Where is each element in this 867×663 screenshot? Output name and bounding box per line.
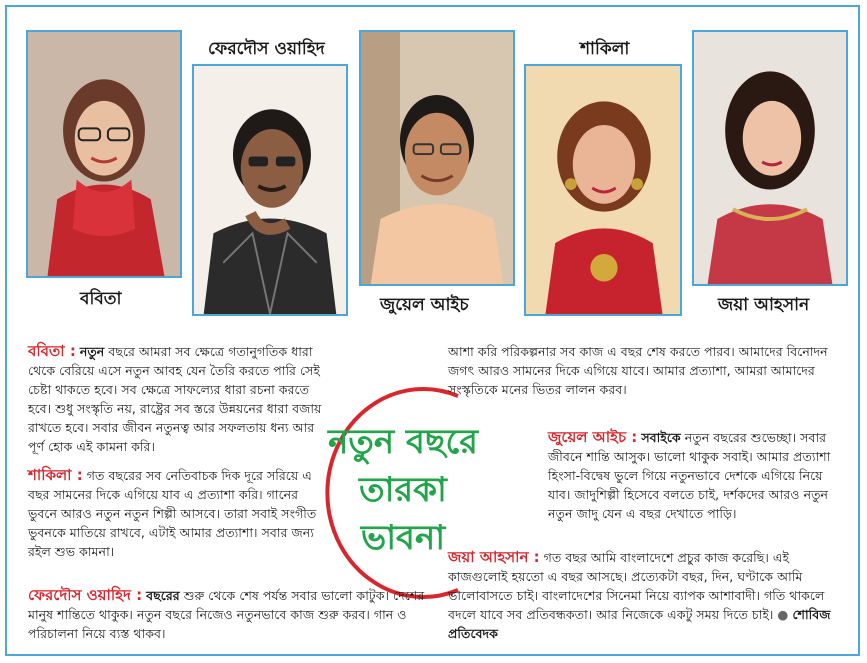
photo-babita [26,30,182,278]
quote-jewel-lead: সবাইকে [641,430,681,445]
name-ferdous: ফেরদৌস ওয়াহিদ [208,39,325,59]
quote-shakila [28,466,324,561]
byline: শোবিজ প্রতিবেদক [448,607,831,641]
photo-ferdous [192,64,348,316]
name-babita: ববিতা [80,289,122,309]
speaker-ferdous: ফেরদৌস ওয়াহিদ : [28,586,143,604]
speaker-babita: ববিতা : [28,342,76,360]
quote-babita-lead: নতুন [79,344,105,359]
name-jewel: জুয়েল আইচ [380,295,469,315]
photo-shakila [524,64,682,316]
speaker-joya: জয়া আহসান : [448,548,540,566]
quote-ferdous-text: শুরু থেকে শেষ পর্যন্ত সবার ভালো কাটুক। দেশের মানুষ শান্তিতে থাকুক। নতুন বছরে নিজেও নতুনভাবে কাজ শুরু করব। গান ও পরিচালনা নিয়ে ব্যস্ত থাকব। [28,588,425,641]
quote-ferdous-lead: বছরের [146,588,180,603]
headline-line-1: নতুন বছরে [328,422,478,462]
quote-ferdous [28,586,428,643]
name-shakila: শাকিলা [580,39,630,59]
speaker-jewel: জুয়েল আইচ : [548,428,638,446]
quote-joya-text: গত বছর আমি বাংলাদেশে প্রচুর কাজ করেছি। এই কাজগুলোই হয়তো এ বছর আসছে। প্রত্যেকটা বছর, দিন, ঘণ্টাকে আমি ভালোবাসতে চাই। বাংলাদেশের সিনেমা নিয়ে ব্যাপক আশাবাদী। গতি থাকলে বদলে যাবে সব প্রতিবন্ধকতা। আর নিজেকে একটু সময় দিতে চাই। [448,550,825,622]
name-joya: জয়া আহসান [718,295,810,315]
photo-joya [692,30,848,286]
continuation-text: আশা করি পরিকল্পনার সব কাজ এ বছর শেষ করতে পারব। আমাদের বিনোদন জগৎ আরও সামনের দিকে এগিয়ে যাবে। আমার প্রত্যাশা, আমরা আমাদের সংস্কৃতিকে মনের ভিতর লালন করব। [448,344,828,397]
quote-shakila-text: গত বছরের সব নেতিবাচক দিক দূরে সরিয়ে এ বছর সামনের দিকে এগিয়ে যাব এ প্রত্যাশা করি। গানের ভুবনে আরও নতুন নতুন শিল্পী আসবে। তারা সবাই সংগীত ভুবনকে মাতিয়ে রাখবে, এটাই আমার প্রত্যাশা। সবার জন্য রইল শুভ কামনা। [28,468,317,559]
quote-babita [28,342,328,456]
quote-babita-text: বছরে আমরা সব ক্ষেত্রে গতানুগতিক ধারা থেকে বেরিয়ে এসে নতুন আবহ যেন তৈরি করতে পারি সেই চেষ্টা থাকতে হবে। সব ক্ষেত্রে সাফল্যের ধারা রচনা করতে হবে। শুধু সংস্কৃতি নয়, রাষ্ট্রের সব স্তরে উন্নয়নের ধারা বজায় রাখতে হবে। সবার জীবন নতুনত্ব আর সফলতায় ধন্য আর পূর্ণ হোক এই কামনা করি। [28,344,322,454]
quote-joya [448,548,848,643]
headline-line-3: ভাবনা [360,518,446,558]
speaker-shakila: শাকিলা : [28,466,83,484]
quote-jewel-text: নতুন বছরের শুভেচ্ছা। সবার জীবনে শান্তি আসুক। ভালো থাকুক সবাই। আমার প্রত্যাশা হিংসা-বিদ্বেষ ভুলে গিয়ে নতুনভাবে দেশকে এগিয়ে নিয়ে যাব। জাদুশিল্পী হিসেবে বলতে চাই, দর্শকদের আরও নতুন নতুন জাদু যেন এ বছর দেখাতে পাড়ি। [548,430,831,521]
photo-jewel [359,30,515,286]
headline-line-2: তারকা [359,470,447,510]
bullet-icon: ● [777,607,789,622]
quote-jewel [548,428,848,523]
headline [318,418,488,562]
quote-continuation [448,342,848,399]
